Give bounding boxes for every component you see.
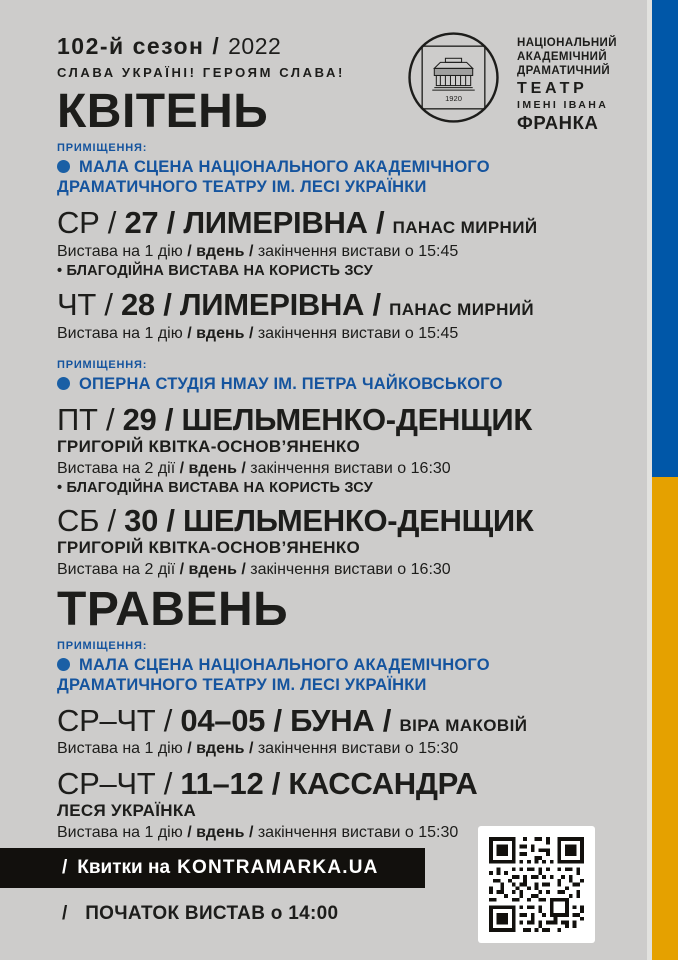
flag-stripe-yellow [652,477,678,960]
venue-bullet-icon [57,377,70,390]
slash: / [62,857,68,878]
event-day: СБ [57,502,100,538]
event-title-line [57,704,609,737]
slash: / [273,702,282,738]
slash: / [375,205,385,241]
venue-lesya-ukrainka [57,655,527,695]
slash: / [104,287,113,323]
slash: / [163,702,173,738]
event-title-line [57,504,609,537]
logo-theatre: ТЕАТР [517,80,588,98]
event-name: БУНА [290,702,375,738]
venue-opera-studio [57,374,617,394]
slash: / [187,740,192,758]
start-time-text: ПОЧАТОК ВИСТАВ о 14:00 [85,903,339,924]
event-author: ГРИГОРІЙ КВІТКА-ОСНОВ’ЯНЕНКО [57,538,361,558]
slash: / [163,287,172,323]
event-author: ЛЕСЯ УКРАЇНКА [57,801,197,821]
event-ending: закінчення вистави о 15:45 [257,242,459,260]
poster-content [57,33,617,850]
theatre-logo [407,31,667,134]
event-limerivna-27 [57,206,609,280]
qr-code-icon [489,837,584,932]
slash: / [241,560,246,578]
logo-year: 1920 [445,93,462,103]
slash: / [166,502,175,538]
slash: / [187,324,192,342]
slash: / [179,460,185,477]
event-ending: закінчення вистави о 15:45 [257,324,459,342]
event-author: ГРИГОРІЙ КВІТКА-ОСНОВ’ЯНЕНКО [57,437,361,457]
event-details [57,459,609,478]
event-name: ШЕЛЬМЕНКО-ДЕНЩИК [183,502,534,538]
event-title-line [57,288,609,321]
event-title-line [57,206,609,239]
venue-name: МАЛА СЦЕНА НАЦІОНАЛЬНОГО АКАДЕМІЧНОГО ДРАМАТИЧНОГО ТЕАТРУ ІМ. ЛЕСІ УКРАЇНКИ [57,157,490,197]
tickets-site: KONTRAMARKA.UA [177,857,379,878]
slash: / [248,242,254,260]
event-details [57,739,609,758]
event-ending: закінчення вистави о 16:30 [250,560,451,578]
start-time-line [62,903,338,925]
month-title-april: КВІТЕНЬ [57,85,269,138]
event-name: ЛИМЕРІВНА [179,287,365,323]
slash: / [372,287,381,323]
venue-label: ПРИМІЩЕННЯ: [57,639,148,652]
event-details [57,324,609,343]
theatre-logo-icon [407,31,500,124]
event-duration: Вистава на 1 дію [57,242,183,260]
event-duration: Вистава на 2 дії [57,560,176,578]
slash: / [248,823,254,841]
event-author: ПАНАС МИРНИЙ [392,218,538,238]
event-time: вдень [188,460,237,477]
event-name: КАССАНДРА [288,765,478,801]
slash: / [382,702,392,738]
event-author: ВІРА МАКОВІЙ [399,715,528,735]
event-day: ЧТ [57,287,96,323]
slash: / [107,205,117,241]
logo-line-2: АКАДЕМІЧНИЙ [517,51,608,64]
venue-lesya-ukrainka [57,157,527,197]
event-name: ШЕЛЬМЕНКО-ДЕНЩИК [181,401,532,437]
event-day: СР–ЧТ [57,702,156,738]
season-year: 2022 [228,33,282,59]
qr-code [478,826,595,943]
event-day: ПТ [57,401,98,437]
slash: / [164,401,174,437]
slash: / [241,460,246,477]
event-time: вдень [196,242,245,260]
venue-bullet-icon [57,658,70,671]
logo-franko: ФРАНКА [517,112,599,134]
event-buna-04-05 [57,704,609,759]
slash: / [187,242,192,260]
venue-name: ОПЕРНА СТУДІЯ НМАУ ІМ. ПЕТРА ЧАЙКОВСЬКОГО [79,374,503,393]
event-date: 04–05 [180,702,266,738]
venue-label: ПРИМІЩЕННЯ: [57,141,148,154]
event-date: 29 [122,401,157,437]
slash: / [187,823,192,841]
event-title-line [57,403,609,436]
event-shelmenko-29 [57,403,609,498]
event-time: вдень [196,740,245,758]
venue-label: ПРИМІЩЕННЯ: [57,358,148,371]
venue-bullet-icon [57,160,70,173]
event-duration: Вистава на 2 дії [57,460,176,477]
slash: / [166,205,175,241]
event-date: 28 [120,287,155,323]
event-author: ПАНАС МИРНИЙ [389,300,534,320]
event-duration: Вистава на 1 дію [57,740,183,758]
event-date: 30 [124,502,159,538]
venue-name: МАЛА СЦЕНА НАЦІОНАЛЬНОГО АКАДЕМІЧНОГО ДРАМАТИЧНОГО ТЕАТРУ ІМ. ЛЕСІ УКРАЇНКИ [57,655,490,694]
tickets-text: Квитки на [77,857,171,878]
event-time: вдень [196,823,245,841]
tickets-bar [0,848,425,888]
event-ending: закінчення вистави о 15:30 [257,823,459,841]
logo-line-3: ДРАМАТИЧНИЙ [517,65,611,78]
slash: / [62,903,68,924]
charity-note: • БЛАГОДІЙНА ВИСТАВА НА КОРИСТЬ ЗСУ [57,480,373,497]
month-title-may: ТРАВЕНЬ [57,582,289,636]
event-day: СР–ЧТ [57,765,156,801]
event-date: 11–12 [180,765,264,801]
theatre-logo-text [517,31,617,134]
event-name: ЛИМЕРІВНА [183,205,368,241]
event-ending: закінчення вистави о 16:30 [250,460,451,477]
logo-line-1: НАЦІОНАЛЬНИЙ [517,37,617,49]
logo-imeni: ІМЕНІ ІВАНА [517,99,609,112]
event-time: вдень [196,324,245,342]
event-details [57,242,609,261]
slash: / [248,740,254,758]
slogan: СЛАВА УКРАЇНІ! ГЕРОЯМ СЛАВА! [57,65,345,80]
event-duration: Вистава на 1 дію [57,823,183,841]
event-limerivna-28 [57,288,609,343]
event-ending: закінчення вистави о 15:30 [257,740,459,758]
event-details [57,560,609,579]
charity-note: • БЛАГОДІЙНА ВИСТАВА НА КОРИСТЬ ЗСУ [57,262,373,279]
season-label: 102-й сезон [57,33,205,59]
event-duration: Вистава на 1 дію [57,324,183,342]
slash: / [179,560,185,578]
event-shelmenko-30 [57,504,609,579]
slash: / [163,765,173,801]
spacer [57,351,609,359]
event-title-line [57,767,609,800]
slash: / [212,33,221,59]
event-time: вдень [188,560,237,578]
event-date: 27 [124,205,159,241]
slash: / [271,765,281,801]
slash: / [105,401,115,437]
slash: / [248,324,254,342]
slash: / [107,502,116,538]
event-day: СР [57,205,100,241]
